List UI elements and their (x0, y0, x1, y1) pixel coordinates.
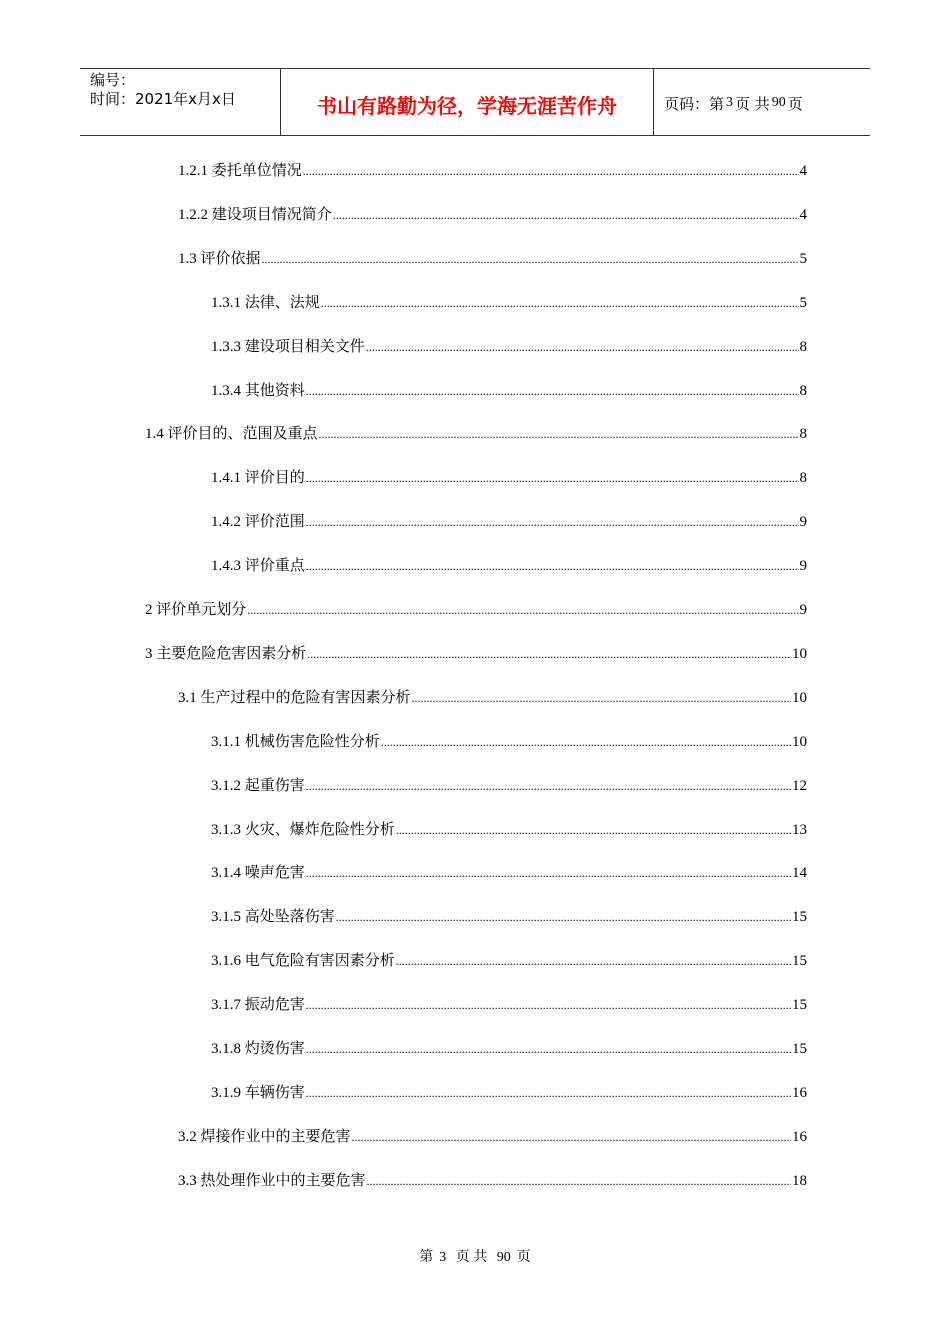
toc-entry-title: 3.3 热处理作业中的主要危害 (178, 1173, 366, 1189)
footer-total: 90 (496, 1250, 511, 1265)
toc-entry[interactable] (178, 249, 807, 269)
toc-entry-page: 16 (792, 1129, 807, 1145)
toc-entry-title: 1.3.1 法律、法规 (211, 295, 320, 311)
toc-entry-title: 3.1.4 噪声危害 (211, 865, 305, 881)
header-page-suffix: 页 (787, 94, 803, 113)
toc-entry-page: 8 (799, 470, 807, 486)
toc-entry-page: 5 (799, 295, 807, 311)
header-page-prefix: 页码：第 (664, 94, 725, 113)
toc-entry[interactable] (178, 1171, 807, 1191)
toc-entry-title: 3.1.7 振动危害 (211, 997, 305, 1013)
footer-suffix: 页 (516, 1250, 531, 1265)
toc-entry-page: 10 (792, 690, 807, 706)
toc-dot-leader (306, 1039, 791, 1059)
toc-entry[interactable] (211, 907, 807, 927)
toc-entry-title: 3.1.2 起重伤害 (211, 778, 305, 794)
toc-entry-page: 12 (792, 778, 807, 794)
footer-current: 3 (439, 1250, 447, 1265)
header-page-indicator (654, 69, 870, 135)
toc-dot-leader (396, 951, 791, 971)
toc-entry-page: 8 (799, 339, 807, 355)
header-motto: 书山有路勤为径，学海无涯苦作舟 (281, 69, 654, 135)
toc-dot-leader (307, 644, 791, 664)
toc-dot-leader (367, 1171, 791, 1191)
toc-entry[interactable] (178, 205, 807, 225)
toc-entry[interactable] (211, 732, 807, 752)
toc-entry-title: 3.2 焊接作业中的主要危害 (178, 1129, 351, 1145)
toc-entry[interactable] (211, 863, 807, 883)
toc-dot-leader (306, 776, 791, 796)
toc-entry-page: 15 (792, 997, 807, 1013)
toc-dot-leader (381, 732, 791, 752)
toc-dot-leader (396, 820, 791, 840)
toc-entry-title: 2 评价单元划分 (145, 602, 247, 618)
toc-entry-page: 15 (792, 1041, 807, 1057)
toc-entry[interactable] (178, 688, 807, 708)
toc-entry-title: 3.1.9 车辆伤害 (211, 1085, 305, 1101)
toc-entry[interactable] (211, 1039, 807, 1059)
page-header (80, 68, 870, 136)
toc-entry-page: 4 (799, 163, 807, 179)
toc-entry-title: 3 主要危险危害因素分析 (145, 646, 307, 662)
toc-dot-leader (306, 468, 799, 488)
toc-entry-title: 1.4.3 评价重点 (211, 558, 305, 574)
toc-entry[interactable] (211, 995, 807, 1015)
toc-entry-title: 1.4.1 评价目的 (211, 470, 305, 486)
toc-entry-page: 5 (799, 251, 807, 267)
toc-dot-leader (247, 600, 798, 620)
toc-entry[interactable] (211, 468, 807, 488)
toc-entry[interactable] (211, 556, 807, 576)
header-page-current: 3 (726, 95, 734, 110)
toc-entry[interactable] (145, 600, 807, 620)
toc-entry-title: 3.1.8 灼烫伤害 (211, 1041, 305, 1057)
header-page-middle: 页 共 (735, 94, 770, 113)
toc-entry-title: 1.3.3 建设项目相关文件 (211, 339, 365, 355)
toc-entry-title: 3.1 生产过程中的危险有害因素分析 (178, 690, 411, 706)
toc-entry-page: 15 (792, 953, 807, 969)
toc-entry-title: 1.2.1 委托单位情况 (178, 163, 302, 179)
page-footer (0, 1246, 950, 1266)
toc-entry[interactable] (145, 424, 807, 444)
toc-entry[interactable] (211, 820, 807, 840)
header-page-total: 90 (771, 95, 786, 110)
toc-dot-leader (333, 205, 799, 225)
toc-entry-page: 14 (792, 865, 807, 881)
toc-entry-title: 3.1.3 火灾、爆炸危险性分析 (211, 822, 395, 838)
toc-dot-leader (303, 161, 799, 181)
toc-entry-page: 8 (799, 383, 807, 399)
toc-entry-page: 15 (792, 909, 807, 925)
toc-entry-page: 18 (792, 1173, 807, 1189)
toc-dot-leader (306, 863, 791, 883)
toc-entry-page: 8 (799, 426, 807, 442)
document-number-label: 编号： (90, 71, 136, 89)
toc-entry[interactable] (211, 293, 807, 313)
toc-entry-page: 10 (792, 734, 807, 750)
toc-entry-page: 10 (792, 646, 807, 662)
toc-entry-page: 4 (799, 207, 807, 223)
toc-entry-title: 3.1.6 电气危险有害因素分析 (211, 953, 395, 969)
toc-entry[interactable] (145, 644, 807, 664)
toc-dot-leader (306, 556, 799, 576)
toc-entry-page: 13 (792, 822, 807, 838)
toc-entry-title: 1.2.2 建设项目情况简介 (178, 207, 332, 223)
toc-dot-leader (319, 424, 799, 444)
toc-dot-leader (321, 293, 799, 313)
toc-entry-title: 1.4 评价目的、范围及重点 (145, 426, 318, 442)
document-time-label: 时间：2021年x月x日 (90, 90, 236, 108)
toc-entry-title: 1.3 评价依据 (178, 251, 261, 267)
toc-dot-leader (306, 995, 791, 1015)
toc-entry[interactable] (211, 1083, 807, 1103)
toc-dot-leader (336, 907, 791, 927)
toc-dot-leader (262, 249, 799, 269)
toc-dot-leader (352, 1127, 791, 1147)
toc-dot-leader (306, 1083, 791, 1103)
toc-entry-page: 16 (792, 1085, 807, 1101)
toc-entry-title: 1.4.2 评价范围 (211, 514, 305, 530)
toc-entry-title: 3.1.5 高处坠落伤害 (211, 909, 335, 925)
toc-entry[interactable] (211, 951, 807, 971)
toc-entry[interactable] (178, 1127, 807, 1147)
toc-dot-leader (366, 337, 799, 357)
toc-dot-leader (306, 381, 799, 401)
toc-entry[interactable] (211, 776, 807, 796)
toc-entry-page: 9 (799, 602, 807, 618)
toc-dot-leader (306, 512, 799, 532)
footer-middle: 页 共 (455, 1250, 488, 1265)
toc-entry[interactable] (211, 337, 807, 357)
toc-entry-page: 9 (799, 514, 807, 530)
toc-entry-page: 9 (799, 558, 807, 574)
toc-dot-leader (412, 688, 791, 708)
toc-entry[interactable] (211, 381, 807, 401)
footer-prefix: 第 (419, 1250, 434, 1265)
toc-entry[interactable] (178, 161, 807, 181)
header-info-cell (80, 69, 281, 135)
toc-entry-title: 1.3.4 其他资料 (211, 383, 305, 399)
toc-entry[interactable] (211, 512, 807, 532)
toc-entry-title: 3.1.1 机械伤害危险性分析 (211, 734, 380, 750)
